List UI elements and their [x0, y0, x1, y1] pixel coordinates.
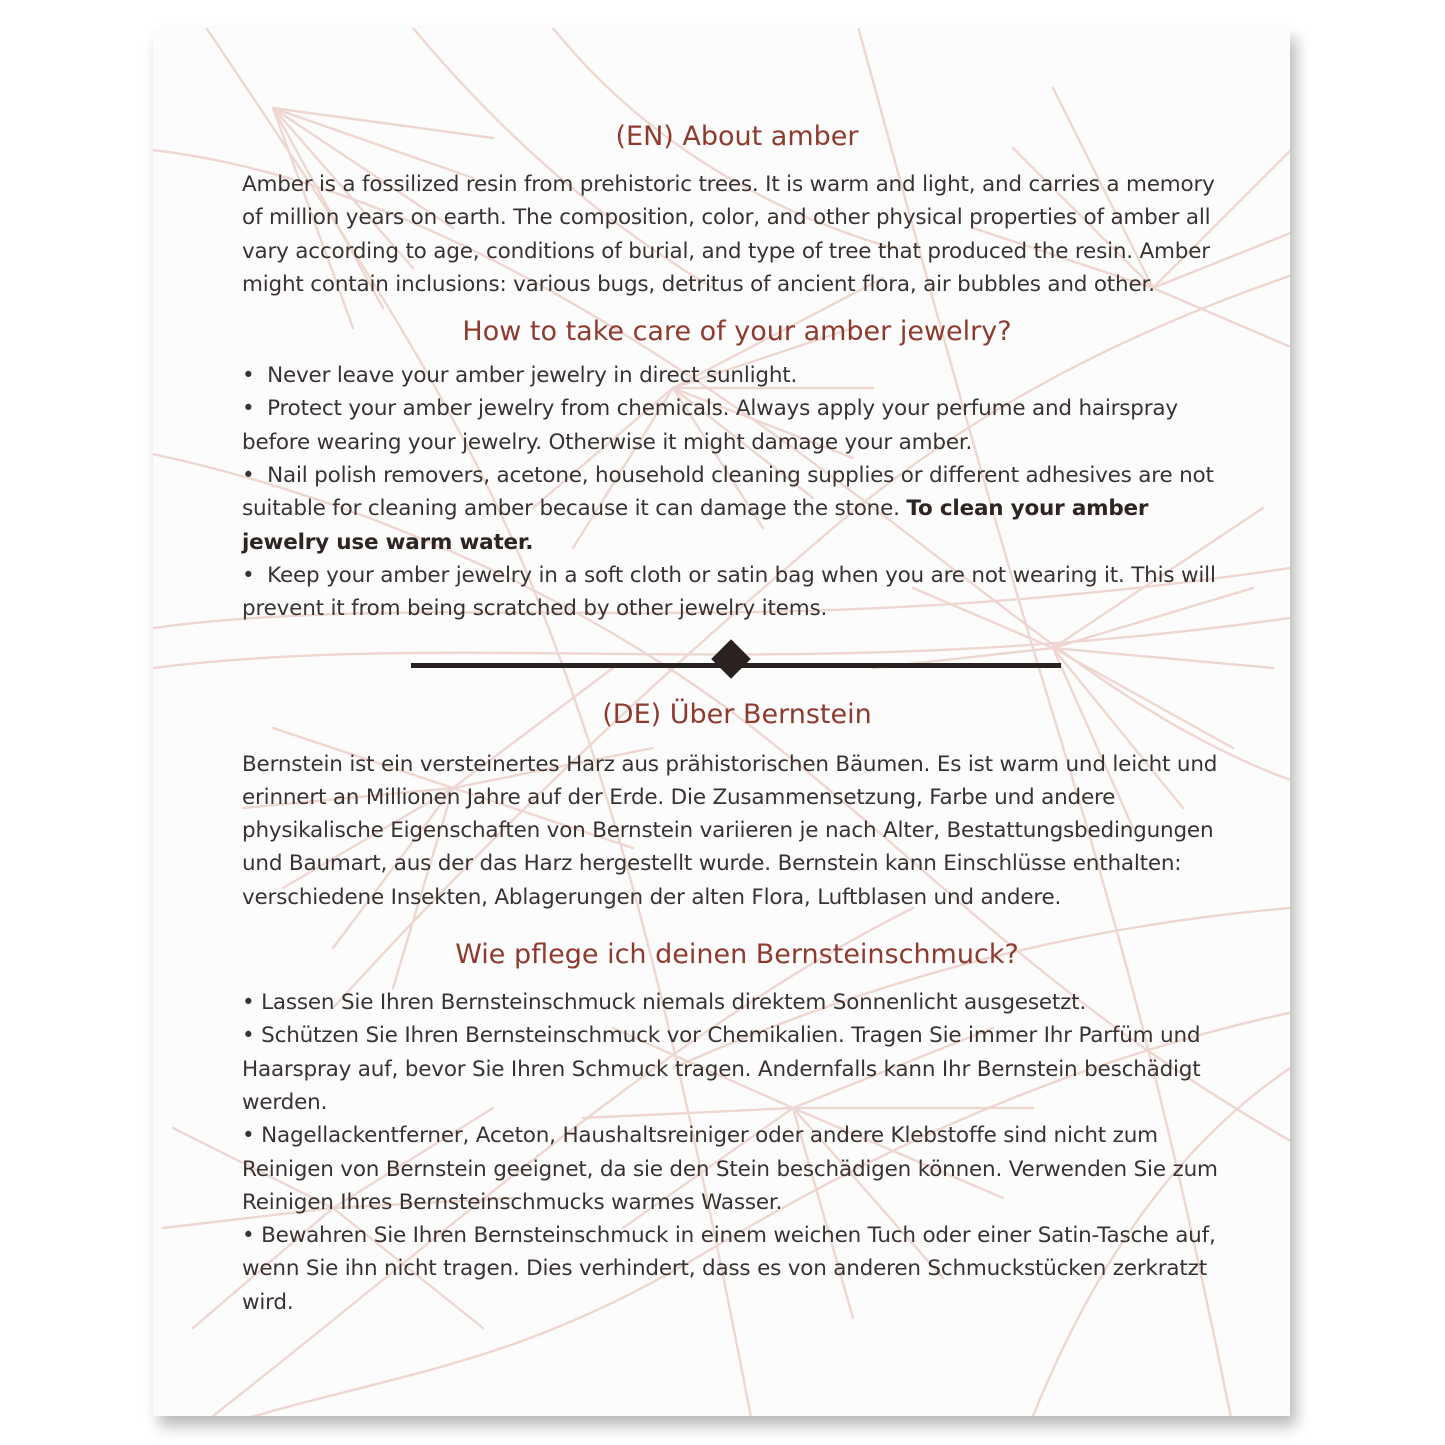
de-about-title: (DE) Über Bernstein	[602, 698, 872, 730]
en-care-item	[242, 459, 1232, 559]
en-care-item	[242, 559, 1232, 626]
de-care-item-text: Schützen Sie Ihren Bernsteinschmuck vor Chemikalien. Tragen Sie immer Ihr Parfüm und Haarspray auf, bevor Sie Ihren Schmuck tragen. Andernfalls kann Ihr Bernstein beschädigt werden.	[242, 1023, 1201, 1115]
bullet-dot: •	[242, 1123, 255, 1149]
bullet-dot: •	[242, 562, 255, 588]
de-care-item-text: Lassen Sie Ihren Bernsteinschmuck niemals direktem Sonnenlicht ausgesetzt.	[261, 990, 1087, 1016]
bullet-dot: •	[242, 1023, 255, 1049]
en-about-title: (EN) About amber	[615, 121, 859, 152]
de-care-list	[242, 986, 1232, 1319]
en-care-item-text: Keep your amber jewelry in a soft cloth or satin bag when you are not wearing it. This will prevent it from being scratched by other jewelry items.	[242, 562, 1216, 622]
en-care-title: How to take care of your amber jewelry?	[462, 316, 1012, 348]
en-care-list	[242, 359, 1232, 625]
en-care-item-text: Nail polish removers, acetone, household cleaning supplies or different adhesives are not suitable for cleaning amber because it can damage the stone.	[242, 463, 1214, 522]
en-care-item	[242, 359, 1232, 392]
de-about-text: Bernstein ist ein versteinertes Harz aus prähistorischen Bäumen. Es ist warm und leicht und erinnert an Millionen Jahre auf der Erde. Die Zusammensetzung, Farbe und andere physikalische Eigenschaften von Bernstein variieren je nach Alter, Bestattungsbedingungen und Baumart, aus der das Harz hergestellt wurde. Bernstein kann Einschlüsse enthalten: verschiedene Insekten, Ablagerungen der alten Flora, Luftblasen und andere.	[242, 751, 1218, 910]
de-care-item-text: Nagellackentferner, Aceton, Haushaltsreiniger oder andere Klebstoffe sind nicht zum Reinigen von Bernstein geeignet, da sie den Stein beschädigen können. Verwenden Sie zum Reinigen Ihres Bernsteinschmucks warmes Wasser.	[242, 1123, 1218, 1215]
en-care-item-text: Never leave your amber jewelry in direct sunlight.	[267, 363, 798, 389]
bullet-dot: •	[242, 363, 255, 389]
en-care-item-text: Protect your amber jewelry from chemicals. Always apply your perfume and hairspray before wearing your jewelry. Otherwise it might damage your amber.	[242, 396, 1178, 455]
section-divider	[411, 644, 1061, 684]
de-care-item	[242, 1119, 1232, 1219]
de-care-item-text: Bewahren Sie Ihren Bernsteinschmuck in einem weichen Tuch oder einer Satin-Tasche auf, wenn Sie ihn nicht tragen. Dies verhindert, dass es von anderen Schmuckstücken zerkratzt wird.	[242, 1223, 1216, 1315]
en-care-item	[242, 392, 1232, 459]
en-care-item-bold: To clean your amber jewelry use warm water.	[242, 496, 1149, 555]
de-care-item	[242, 1019, 1232, 1119]
divider-diamond-icon	[711, 639, 751, 679]
en-about-text: Amber is a fossilized resin from prehistoric trees. It is warm and light, and carries a memory of million years on earth. The composition, color, and other physical properties of amber all vary according to age, conditions of burial, and type of tree that produced the resin. Amber might contain inclusions: various bugs, detritus of ancient flora, air bubbles and other.	[242, 172, 1215, 297]
bullet-dot: •	[242, 1223, 255, 1249]
bullet-dot: •	[242, 396, 255, 422]
de-care-item	[242, 986, 1232, 1019]
de-care-item	[242, 1219, 1232, 1319]
card-content	[242, 120, 1232, 1319]
bullet-dot: •	[242, 463, 255, 489]
amber-care-card	[153, 28, 1290, 1416]
de-care-title: Wie pflege ich deinen Bernsteinschmuck?	[455, 939, 1019, 971]
bullet-dot: •	[242, 990, 255, 1016]
